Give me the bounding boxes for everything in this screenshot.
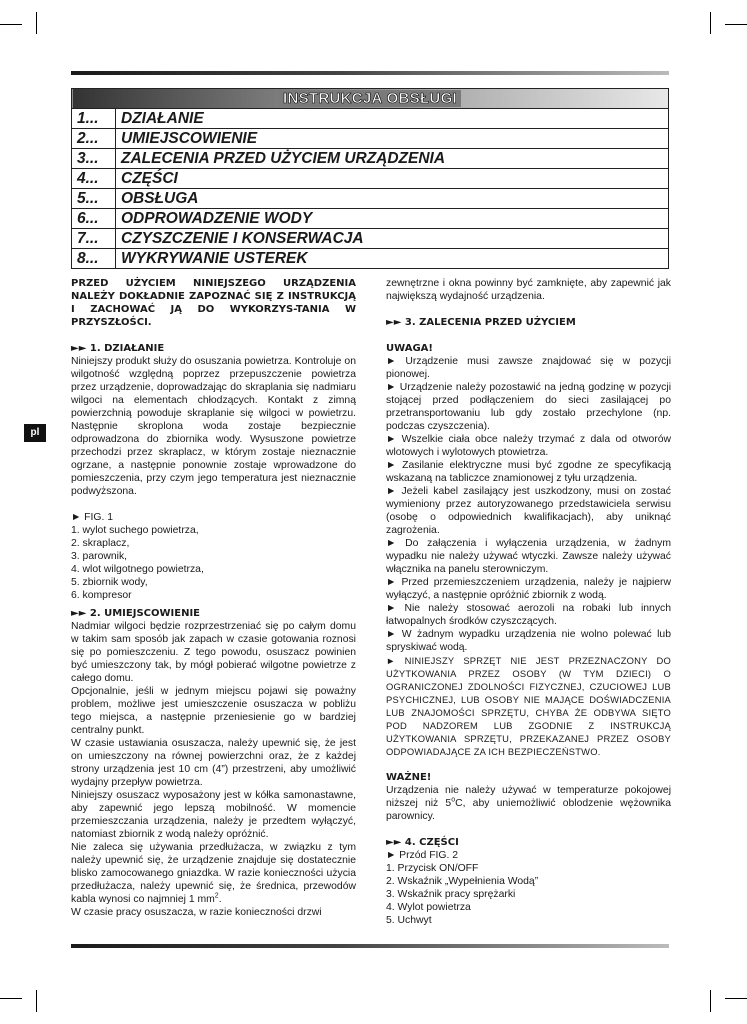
toc-num: 6...	[72, 209, 116, 229]
toc-label: UMIEJSCOWIENIE	[116, 129, 669, 149]
section-1-heading: ►► 1. DZIAŁANIE	[71, 343, 165, 354]
section-2-paragraph: Opcjonalnie, jeśli w jednym miejscu pojawi się poważny problem, możliwe jest umieszczenie osuszacza w pobliżu tego miejsca, a następnie przeniesienie go w bardziej centralny punkt.	[71, 686, 356, 736]
toc-num: 7...	[72, 229, 116, 249]
toc-label: ZALECENIA PRZED UŻYCIEM URZĄDZENIA	[116, 149, 669, 169]
toc-row	[72, 129, 669, 149]
toc-label: DZIAŁANIE	[116, 109, 669, 129]
toc-title: INSTRUKCJA OBSŁUGI	[279, 90, 461, 107]
fig2-item: 3. Wskaźnik pracy sprężarki	[386, 889, 516, 900]
crop-mark	[710, 12, 711, 34]
warning-bullet: ► Wszelkie ciała obce należy trzymać z dala od otworów wlotowych i wylotowych ptowietrza.	[386, 434, 671, 458]
toc-row	[72, 249, 669, 269]
toc-row	[72, 209, 669, 229]
crop-mark	[725, 998, 747, 999]
section-2-heading: ►► 2. UMIEJSCOWIENIE	[71, 608, 200, 619]
toc-title-cell	[72, 89, 669, 109]
fig1-item: 2. skraplacz,	[71, 538, 130, 549]
warning-bullet: ► W żadnym wypadku urządzenia nie wolno polewać lub spryskiwać wodą.	[386, 629, 671, 653]
important-text	[386, 784, 671, 823]
fig2-item: 5. Uchwyt	[386, 915, 432, 926]
fig2-item: 2. Wskaźnik „Wypełnienia Wodą”	[386, 876, 539, 887]
warning-bullet: ► Urządzenie należy pozostawić na jedną godzinę w pozycji stojącej przed podłączeniem do sieci zasilającej po przetransportowaniu lub gdy zostało przechylone (np. podczas czyszczenia).	[386, 382, 671, 432]
language-tab: pl	[24, 424, 46, 442]
toc-num: 8...	[72, 249, 116, 269]
safety-caps-note: ► NINIEJSZY SPRZĘT NIE JEST PRZEZNACZONY DO UŻYTKOWANIA PRZEZ OSOBY (W TYM DZIECI) O OGRANICZONEJ ZDOLNOŚCI FIZYCZNEJ, CZUCIOWEJ LUB PSYCHICZNEJ, LUB OSOBY NIE MAJĄCE DOŚWIADCZENIA LUB ZNAJOMOŚCI SPRZĘTU, CHYBA ŻE ODBYWA SIĘTO POD NADZOREM LUB ZGODNIE Z INSTRUKCJĄ UŻYTKOWANIA SPRZĘTU, PRZEKAZANEJ PRZEZ OSOBY ODPOWIADAJĄCE ZA ICH BEZPIECZEŃSTWO.	[386, 655, 671, 757]
fig1-item: 4. wlot wilgotnego powietrza,	[71, 564, 204, 575]
toc-label: CZYSZCZENIE I KONSERWACJA	[116, 229, 669, 249]
fig2-label: ► Przód FIG. 2	[386, 850, 459, 861]
important-heading: WAŻNE!	[386, 772, 432, 783]
warning-bullet: ► Nie należy stosować aerozoli na robaki lub innych łatwopalnych środków czyszczących.	[386, 603, 671, 627]
warning-bullet: ► Urządzenie musi zawsze znajdować się w pozycji pionowej.	[386, 356, 671, 380]
toc-num: 3...	[72, 149, 116, 169]
crop-mark	[0, 998, 22, 999]
superscript: 2	[214, 892, 219, 900]
section-2-paragraph: W czasie pracy osuszacza, w razie konieczności drzwi	[71, 907, 322, 918]
continued-text: zewnętrzne i okna powinny być zamknięte, aby zapewnić jak największą wydajność urządzenia.	[386, 278, 671, 302]
toc-row	[72, 109, 669, 129]
toc-num: 5...	[72, 189, 116, 209]
fig1-item: 3. parownik,	[71, 551, 128, 562]
section-1-text: Niniejszy produkt służy do osuszania powietrza. Kontroluje on wilgotność względną poprzez przepuszczenie powietrza przez urządzenie, doprowadzając do skraplania się nadmiaru wilgoci na elementach chłodzących. Kontakt z zimną powierzchnią powoduje skraplanie się wilgoci w powietrzu. Następnie skroplona woda zostaje bezpiecznie odprowadzona do zbiornika wody. Wysuszone powietrze przechodzi przez skraplacz, w którym zostaje nieznacznie ogrzane, a następnie ponownie zostaje wprowadzone do pomieszczenia, przy czym jego temperatura jest nieznacznie podwyższona.	[71, 356, 356, 497]
warning-bullet: ► Jeżeli kabel zasilający jest uszkodzony, musi on zostać wymieniony przez autoryzowanego przedstawiciela serwisu (osobę o odpowiednich kwalifikacjach), aby uniknąć zagrożenia.	[386, 486, 671, 536]
crop-mark	[725, 24, 747, 25]
section-2-paragraph: W czasie ustawiania osuszacza, należy upewnić się, że jest on umieszczony na równej powierzchni oraz, że z każdej strony urządzenia jest 10 cm (4”) przestrzeni, aby umożliwić wydajny przepływ powietrza.	[71, 738, 356, 788]
warning-heading: UWAGA!	[386, 343, 433, 354]
section-2-paragraph	[71, 841, 356, 906]
toc-label: WYKRYWANIE USTEREK	[116, 249, 669, 269]
fig1-item: 6. kompresor	[71, 590, 132, 601]
warning-bullet: ► Przed przemieszczeniem urządzenia, należy je najpierw wyłączyć, a następnie opróżnić zbiornik z wodą.	[386, 577, 671, 601]
right-column	[386, 277, 671, 927]
toc-row	[72, 189, 669, 209]
left-column	[71, 277, 356, 919]
crop-mark	[36, 990, 37, 1012]
crop-mark	[710, 990, 711, 1012]
crop-mark	[36, 12, 37, 34]
table-of-contents	[71, 88, 669, 269]
fig2-item: 1. Przycisk ON/OFF	[386, 863, 479, 874]
top-rule	[71, 71, 669, 75]
toc-row	[72, 149, 669, 169]
toc-num: 4...	[72, 169, 116, 189]
important-text-a: Urządzenia nie należy używać w temperaturze pokojowej niższej niż 5	[386, 785, 671, 809]
warning-bullet: ► Do załączenia i wyłączenia urządzenia, w żadnym wypadku nie należy używać wtyczki. Zawsze należy używać włącznika na panelu sterowniczym.	[386, 538, 671, 575]
toc-label: ODPROWADZENIE WODY	[116, 209, 669, 229]
warning-bullet: ► Zasilanie elektryczne musi być zgodne ze specyfikacją wskazaną na tabliczce znamionowej z tyłu urządzenia.	[386, 460, 671, 484]
period: .	[218, 894, 222, 905]
fig2-item: 4. Wylot powietrza	[386, 902, 471, 913]
section-2-paragraph: Nadmiar wilgoci będzie rozprzestrzeniać się po całym domu w takim sam sposób jak zapach w czasie gotowania roznosi się po pomieszczeniu. Z tego powodu, osuszacz powinien być umieszczony tak, by mógł pobierać wilgotne powietrze z całego domu.	[71, 621, 356, 684]
section-2-paragraph: Niniejszy osuszacz wyposażony jest w kółka samonastawne, aby zapewnić jego lepszą mobilność. W momencie przemieszczania urządzenia, należy je przedtem wyłączyć, natomiast zbiornik z wodą należy opróżnić.	[71, 790, 356, 840]
intro-warning: PRZED UŻYCIEM NINIEJSZEGO URZĄDZENIA NALEŻY DOKŁADNIE ZAPOZNAĆ SIĘ Z INSTRUKCJĄ I ZACHOWAĆ JĄ DO WYKORZYS-TANIA W PRZYSZŁOŚCI.	[71, 278, 356, 328]
fig1-item: 1. wylot suchego powietrza,	[71, 525, 199, 536]
degree-superscript: o	[451, 796, 456, 804]
fig1-item: 5. zbiornik wody,	[71, 577, 148, 588]
section-3-heading: ►► 3. ZALECENIA PRZED UŻYCIEM	[386, 317, 576, 328]
important-text-b: C, aby uniemożliwić oblodzenie wężownika parownicy.	[386, 798, 671, 822]
fig1-label: ► FIG. 1	[71, 512, 114, 523]
toc-num: 1...	[72, 109, 116, 129]
section-4-heading: ►► 4. CZĘŚCI	[386, 837, 459, 848]
toc-row	[72, 169, 669, 189]
section-2-paragraph-text: Nie zaleca się używania przedłużacza, w związku z tym należy upewnić się, że urządzenie znajduje się dostatecznie blisko zamocowanego gniazdka. W razie konieczności użycia przedłużacza, należy upewnić się, że średnica, przewodów kabla wynosi co najmniej 1 mm	[71, 842, 356, 905]
toc-label: CZĘŚCI	[116, 169, 669, 189]
bottom-rule	[71, 944, 669, 948]
toc-row	[72, 229, 669, 249]
toc-num: 2...	[72, 129, 116, 149]
toc-label: OBSŁUGA	[116, 189, 669, 209]
crop-mark	[0, 24, 22, 25]
